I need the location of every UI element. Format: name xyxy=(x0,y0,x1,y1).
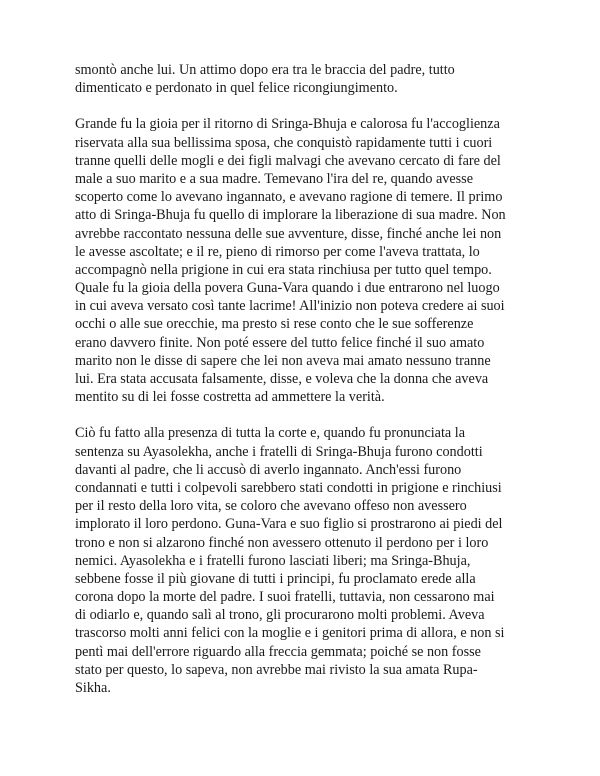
text-line: dimenticato e perdonato in quel felice ricongiungimento. xyxy=(75,80,398,97)
text-line: per il resto della loro vita, se coloro che avevano offeso non avessero xyxy=(75,498,467,515)
text-line: di odiarlo e, quando salì al trono, gli procurarono molti problemi. Aveva xyxy=(75,607,485,624)
text-line: occhi o alle sue orecchie, ma presto si rese conto che le sue sofferenze xyxy=(75,316,474,333)
text-line: mentito su di lei fosse costretta ad ammettere la verità. xyxy=(75,389,385,406)
text-line: erano davvero finite. Non poté essere del tutto felice finché il suo amato xyxy=(75,334,485,351)
text-line: condannati e tutti i colpevoli sarebbero stati condotti in prigione e rinchiusi xyxy=(75,479,502,496)
text-line: nemici. Ayasolekha e i fratelli furono lasciati liberi; ma Sringa-Bhuja, xyxy=(75,552,471,569)
body-text xyxy=(75,61,535,697)
text-line: Quale fu la gioia della povera Guna-Vara quando i due entrarono nel luogo xyxy=(75,280,500,297)
text-line: stato per questo, lo sapeva, non avrebbe mai rivisto la sua amata Rupa- xyxy=(75,661,478,678)
text-line: pentì mai dell'errore riguardo alla freccia gemmata; poiché se non fosse xyxy=(75,643,481,660)
text-line: sebbene fosse il più giovane di tutti i principi, fu proclamato erede alla xyxy=(75,570,476,587)
text-line: sentenza su Ayasolekha, anche i fratelli di Sringa-Bhuja furono condotti xyxy=(75,443,483,460)
text-line: scoperto come lo avevano ingannato, e avevano ragione di temere. Il primo xyxy=(75,189,503,206)
text-line: accompagnò nella prigione in cui era stata rinchiusa per tutto quel tempo. xyxy=(75,261,492,278)
paragraph-1 xyxy=(75,61,535,97)
paragraph-2 xyxy=(75,115,535,406)
text-line: avrebbe raccontato nessuna delle sue avventure, disse, finché anche lei non xyxy=(75,225,502,242)
text-line: Sikha. xyxy=(75,680,111,696)
text-line: le avesse ascoltate; e il re, pieno di rimorso per come l'aveva trattata, lo xyxy=(75,243,480,260)
text-line: marito non le disse di sapere che lei non aveva mai amato nessuno tranne xyxy=(75,352,491,369)
paragraph-3 xyxy=(75,424,535,697)
paragraph-spacer xyxy=(75,97,535,115)
text-line: Grande fu la gioia per il ritorno di Sringa-Bhuja e calorosa fu l'accoglienza xyxy=(75,116,500,133)
text-line: trascorso molti anni felici con la moglie e i genitori prima di allora, e non si xyxy=(75,625,505,642)
text-line: in cui aveva versato così tante lacrime! All'inizio non poteva credere ai suoi xyxy=(75,298,505,315)
text-line: implorato il loro perdono. Guna-Vara e suo figlio si prostrarono ai piedi del xyxy=(75,516,503,533)
text-line: Ciò fu fatto alla presenza di tutta la corte e, quando fu pronunciata la xyxy=(75,425,466,442)
text-line: male a suo marito e a sua madre. Temevano l'ira del re, quando avesse xyxy=(75,170,474,187)
text-line: tranne quelli delle mogli e dei figli malvagi che avevano cercato di fare del xyxy=(75,152,501,169)
text-line: riservata alla sua bellissima sposa, che conquistò rapidamente tutti i cuori xyxy=(75,134,493,151)
text-line: davanti al padre, che li accusò di averlo ingannato. Anch'essi furono xyxy=(75,461,462,478)
text-line: lui. Era stata accusata falsamente, disse, e voleva che la donna che aveva xyxy=(75,371,489,387)
text-line: smontò anche lui. Un attimo dopo era tra le braccia del padre, tutto xyxy=(75,62,455,78)
text-line: atto di Sringa-Bhuja fu quello di implorare la liberazione di sua madre. Non xyxy=(75,207,506,224)
paragraph-spacer xyxy=(75,406,535,424)
text-line: corona dopo la morte del padre. I suoi fratelli, tuttavia, non cessarono mai xyxy=(75,589,495,606)
text-line: trono e non si alzarono finché non avessero ottenuto il perdono per i loro xyxy=(75,534,489,551)
